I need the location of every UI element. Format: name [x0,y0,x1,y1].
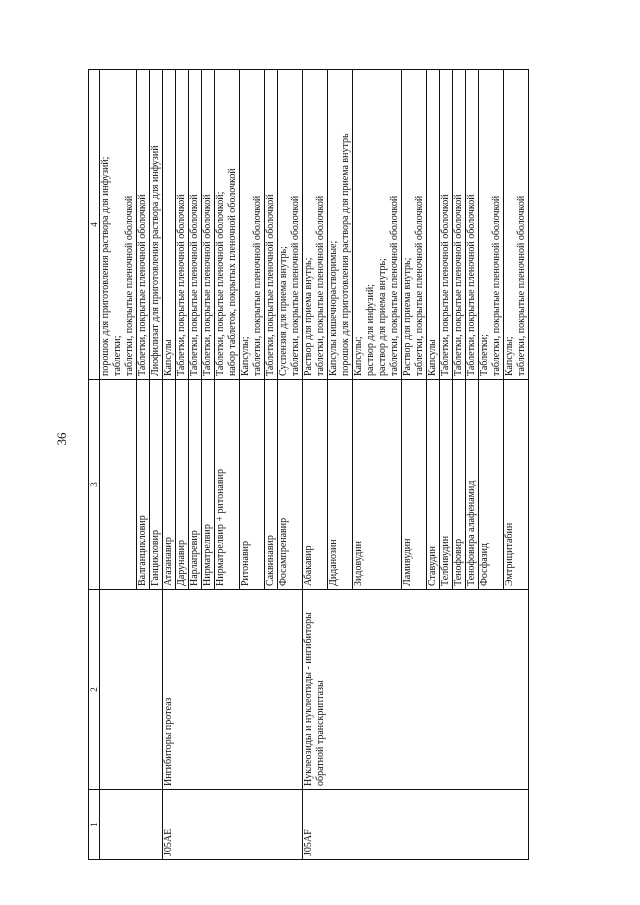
drug-name-cell: Саквинавир [265,380,278,590]
drug-name-cell [100,380,137,590]
dosage-form-line: таблетки, покрытые пленочной оболочкой [315,195,326,376]
table-row [303,70,328,860]
atc-code-cell: J05AF [303,790,529,860]
dosage-form-line: Таблетки, покрытые пленочной оболочкой [440,194,451,376]
drug-name-cell: Эмтрицитабин [504,380,529,590]
dosage-form-line: таблетки, покрытые пленочной оболочкой [389,195,400,376]
dosage-forms-cell [479,70,504,380]
dosage-form-line: Капсулы; [240,336,251,376]
group-cell: Нуклеозиды и нуклеотиды - ингибиторы обратной транскриптазы [303,590,529,790]
drug-name-cell: Нирматрелвир [202,380,215,590]
dosage-form-line: Раствор для приема внутрь; [303,257,314,376]
drug-name-cell: Дарунавир [176,380,189,590]
dosage-form-line: Суспензия для приема внутрь; [278,246,289,376]
drug-name-cell: Валганцикловир [137,380,150,590]
dosage-form-line: Таблетки, покрытые пленочной оболочкой [202,194,213,376]
group-cell: Ингибиторы протеаз [163,590,303,790]
dosage-form-line: Капсулы; [504,336,515,376]
drug-name-cell: Тенофовира алафенамид [466,380,479,590]
dosage-forms-cell [215,70,240,380]
dosage-form-line: Таблетки, покрытые пленочной оболочкой [466,194,477,376]
dosage-form-line: Таблетки, покрытые пленочной оболочкой [453,194,464,376]
drug-name-cell: Фосампренавир [278,380,303,590]
dosage-form-line: Капсулы [427,339,438,376]
group-cell [100,590,163,790]
dosage-form-line: Таблетки, покрытые пленочной оболочкой [189,194,200,376]
table-body [100,70,529,860]
drug-name-cell: Телбивудин [440,380,453,590]
page-number: 36 [54,432,69,446]
dosage-form-line: таблетки, покрытые пленочной оболочкой [414,195,425,376]
dosage-form-line: Капсулы кишечнорастворимые; [328,240,339,376]
dosage-forms-cell [278,70,303,380]
dosage-forms-cell [189,70,202,380]
dosage-form-line: Лиофилизат для приготовления раствора для инфузий [150,145,161,376]
dosage-form-line: таблетки; [112,335,123,376]
dosage-form-line: таблетки, покрытые пленочной оболочкой [290,195,301,376]
dosage-forms-cell [303,70,328,380]
drug-table [88,69,529,860]
drug-name-cell: Ритонавир [240,380,265,590]
dosage-form-line: Таблетки; [479,334,490,376]
dosage-form-line: Капсулы [163,339,174,376]
header-row [89,70,100,860]
dosage-form-line: Таблетки, покрытые пленочной оболочкой [137,194,148,376]
drug-name-cell: Нирматрелвир + ритонавир [215,380,240,590]
dosage-form-line: набор таблеток, покрытых пленочной оболочкой [227,168,238,376]
dosage-form-line: Таблетки, покрытые пленочной оболочкой [176,194,187,376]
dosage-forms-cell [150,70,163,380]
dosage-forms-cell [427,70,440,380]
dosage-forms-cell [265,70,278,380]
header-col-2: 2 [89,590,100,790]
rotated-table-wrapper [88,70,538,860]
drug-name-cell: Зидовудин [353,380,402,590]
dosage-forms-cell [402,70,427,380]
dosage-form-line: таблетки, покрытые пленочной оболочкой [516,195,527,376]
dosage-form-line: таблетки, покрытые пленочной оболочкой [252,195,263,376]
drug-name-cell: Ганцикловир [150,380,163,590]
atc-code-cell [100,790,163,860]
dosage-form-line: Раствор для приема внутрь; [402,257,413,376]
header-col-1: 1 [89,790,100,860]
dosage-forms-cell [100,70,137,380]
header-col-4: 4 [89,70,100,380]
atc-code-cell: J05AE [163,790,303,860]
dosage-forms-cell [163,70,176,380]
dosage-forms-cell [137,70,150,380]
dosage-forms-cell [466,70,479,380]
dosage-forms-cell [353,70,402,380]
drug-name-cell: Нарлапревир [189,380,202,590]
dosage-forms-cell [440,70,453,380]
table-row [100,70,137,860]
dosage-form-line: порошок для приготовления раствора для инфузий; [100,156,111,376]
dosage-forms-cell [504,70,529,380]
drug-name-cell: Диданозин [328,380,353,590]
header-col-3: 3 [89,380,100,590]
drug-name-cell: Фосфазид [479,380,504,590]
drug-name-cell: Атазанавир [163,380,176,590]
drug-name-cell: Тенофовир [453,380,466,590]
dosage-form-line: Капсулы; [353,336,364,376]
dosage-form-line: Таблетки, покрытые пленочной оболочкой [265,194,276,376]
dosage-form-line: раствор для инфузий; [365,284,376,376]
dosage-forms-cell [453,70,466,380]
dosage-forms-cell [202,70,215,380]
dosage-form-line: таблетки, покрытые пленочной оболочкой [491,195,502,376]
dosage-forms-cell [240,70,265,380]
dosage-form-line: порошок для приготовления раствора для приема внутрь [340,133,351,376]
dosage-forms-cell [176,70,189,380]
dosage-form-line: раствор для приема внутрь; [377,258,388,376]
drug-name-cell: Ставудин [427,380,440,590]
dosage-form-line: таблетки, покрытые пленочной оболочкой [124,195,135,376]
dosage-forms-cell [328,70,353,380]
dosage-form-line: Таблетки, покрытые пленочной оболочкой; [215,191,226,376]
table-row [163,70,176,860]
drug-name-cell: Ламивудин [402,380,427,590]
drug-name-cell: Абакавир [303,380,328,590]
